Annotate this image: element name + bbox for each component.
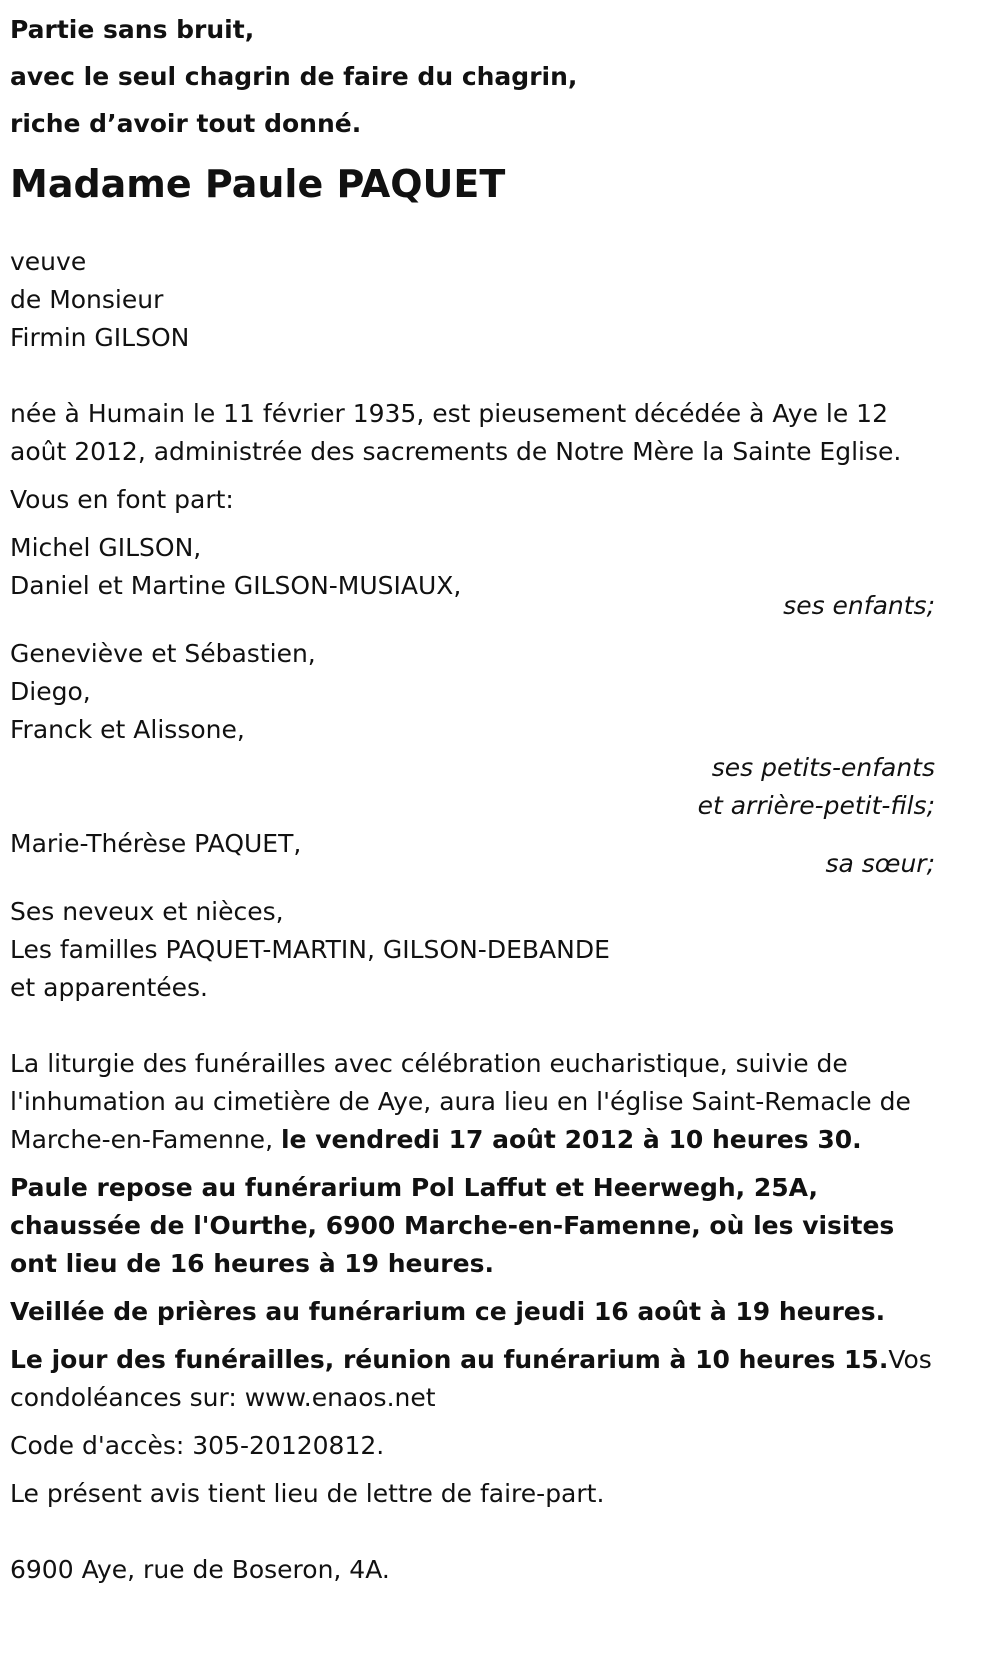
children-role: ses enfants; <box>783 591 935 620</box>
vigil-paragraph: Veillée de prières au funérarium ce jeudi 16 août à 19 heures. <box>10 1297 886 1326</box>
child-name: Daniel et Martine GILSON-MUSIAUX, <box>10 571 462 600</box>
announce-intro: Vous en font part: <box>10 485 234 514</box>
epigraph-line: Partie sans bruit, <box>10 15 255 44</box>
epigraph <box>10 6 935 147</box>
birth-death-statement: née à Humain le 11 février 1935, est pieusement décédée à Aye le 12 août 2012, administrée des sacrements de Notre Mère la Sainte Eglise. <box>10 399 902 466</box>
sister-name: Marie-Thérèse PAQUET, <box>10 829 302 858</box>
obituary-notice <box>10 0 935 1589</box>
notice-statement: Le présent avis tient lieu de lettre de faire-part. <box>10 1479 605 1508</box>
grandchildren-block <box>10 635 935 825</box>
widow-line: Firmin GILSON <box>10 323 190 352</box>
meeting-text: Le jour des funérailles, réunion au funérarium à 10 heures 15. <box>10 1345 889 1374</box>
relatives-line: et apparentées. <box>10 973 208 1002</box>
grandchild-name: Franck et Alissone, <box>10 715 245 744</box>
grandchild-name: Geneviève et Sébastien, <box>10 639 316 668</box>
widow-line: veuve <box>10 247 87 276</box>
grandchild-name: Diego, <box>10 677 91 706</box>
sister-role: sa sœur; <box>825 849 935 878</box>
sister-block <box>10 825 935 883</box>
children-block <box>10 529 935 625</box>
deceased-name: Madame Paule PAQUET <box>10 162 506 206</box>
epigraph-line: avec le seul chagrin de faire du chagrin, <box>10 62 578 91</box>
address: 6900 Aye, rue de Boseron, 4A. <box>10 1555 390 1584</box>
grandchildren-role: et arrière-petit-fils; <box>697 791 935 820</box>
widow-line: de Monsieur <box>10 285 164 314</box>
child-name: Michel GILSON, <box>10 533 202 562</box>
relatives-line: Les familles PAQUET-MARTIN, GILSON-DEBANDE <box>10 935 610 964</box>
widow-of <box>10 243 935 357</box>
relatives-block <box>10 893 935 1007</box>
grandchildren-role: ses petits-enfants <box>711 753 935 782</box>
relatives-line: Ses neveux et nièces, <box>10 897 284 926</box>
access-code: Code d'accès: 305-20120812. <box>10 1431 385 1460</box>
liturgy-paragraph <box>10 1045 935 1159</box>
liturgy-text: La liturgie des funérailles avec célébration eucharistique, suivie de l'inhumation au cimetière de Aye, aura lieu en l'église Saint-Remacle de Marche-en-Famenne, <box>10 1049 911 1154</box>
condolences-text: Vos condoléances sur: www.enaos.net <box>10 1345 932 1412</box>
epigraph-line: riche d’avoir tout donné. <box>10 109 362 138</box>
meeting-paragraph <box>10 1341 935 1417</box>
funerarium-paragraph: Paule repose au funérarium Pol Laffut et Heerwegh, 25A, chaussée de l'Ourthe, 6900 Marche-en-Famenne, où les visites ont lieu de 16 heures à 19 heures. <box>10 1173 895 1278</box>
liturgy-date: le vendredi 17 août 2012 à 10 heures 30. <box>280 1125 862 1154</box>
